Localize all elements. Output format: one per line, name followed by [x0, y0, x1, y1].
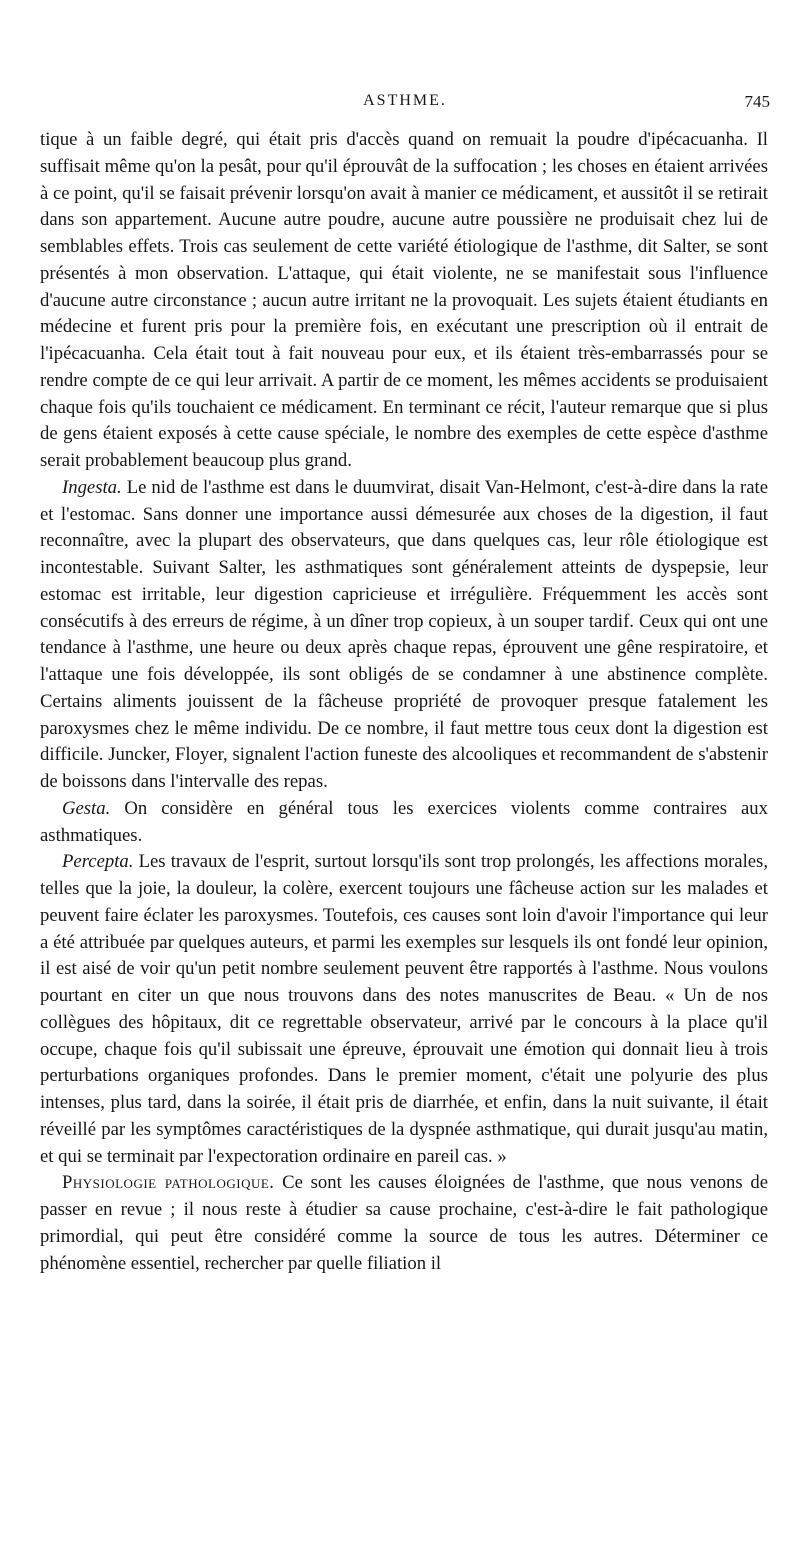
paragraph-physiologie [40, 1170, 768, 1277]
paragraph-text: Les travaux de l'esprit, surtout lorsqu'ils sont trop prolongés, les affections morales, telles que la joie, la douleur, la colère, exercent toujours une fâcheuse action sur les malades et peuvent faire éclater les paroxysmes. Toutefois, ces causes sont loin d'avoir l'importance qui leur a été attribuée par quelques auteurs, et parmi les exemples sur lesquels ils ont fondé leur opinion, il est aisé de voir qu'un petit nombre seulement peuvent être rapportés à l'asthme. Nous voulons pourtant en citer un que nous trouvons dans des notes manuscrites de Beau. « Un de nos collègues des hôpitaux, dit ce regrettable observateur, arrivé par le concours à la place qu'il occupe, chaque fois qu'il subissait une épreuve, éprouvait une émotion qui donnait lieu à trois perturbations organiques profondes. Dans le premier moment, c'était une polyurie des plus intenses, plus tard, dans la soirée, il était pris de diarrhée, et enfin, dans la nuit suivante, il était réveillé par les symptômes caractéristiques de la dyspnée asthmatique, qui durait jusqu'au matin, et qui se terminait par l'expectoration ordinaire en pareil cas. » [40, 851, 768, 1167]
section-heading-physiologie: Physiologie pathologique. [62, 1172, 275, 1194]
rubric-ingesta: Ingesta. [62, 476, 122, 498]
paragraph-gesta [40, 796, 768, 850]
running-head [40, 92, 770, 118]
paragraph-text: Ce sont les causes éloignées de l'asthme, que nous venons de passer en revue ; il nous reste à étudier sa cause prochaine, c'est-à-dire le fait pathologique primordial, qui peut être considéré comme la source de tous les autres. Déterminer ce phénomène essentiel, rechercher par quelle filiation il [40, 1172, 768, 1274]
paragraph-text: tique à un faible degré, qui était pris d'accès quand on remuait la poudre d'ipécacuanha. Il suffisait même qu'on la pesât, pour qu'il éprouvât de la suffocation ; les choses en étaient arrivées à ce point, qu'il se faisait prévenir lorsqu'on avait à manier ce médicament, et aussitôt il se retirait dans son appartement. Aucune autre poudre, aucune autre poussière ne produisait chez lui de semblables effets. Trois cas seulement de cette variété étiologique de l'asthme, dit Salter, se sont présentés à mon observation. L'attaque, qui était violente, ne se manifestait sous l'influence d'aucune autre circonstance ; aucun autre irritant ne la provoquait. Les sujets étaient étudiants en médecine et furent pris pour la première fois, en exécutant une prescription où il entrait de l'ipécacuanha. Cela était tout à fait nouveau pour eux, et ils étaient très-embarrassés pour se rendre compte de ce qui leur arrivait. A partir de ce moment, les mêmes accidents se produisaient chaque fois qu'ils touchaient ce médicament. En terminant ce récit, l'auteur remarque que si plus de gens étaient exposés à cette cause spéciale, le nombre des exemples de cette espèce d'asthme serait probablement beaucoup plus grand. [40, 129, 768, 471]
paragraph-ingesta [40, 475, 768, 796]
paragraph-text: On considère en général tous les exercices violents comme contraires aux asthmatiques. [40, 797, 768, 846]
text-body [40, 127, 768, 1277]
paragraph-text: Le nid de l'asthme est dans le duumvirat, disait Van-Helmont, c'est-à-dire dans la rate et l'estomac. Sans donner une importance aussi démesurée aux choses de la digestion, il faut reconnaître, avec la plupart des observateurs, que dans quelques cas, leur rôle étiologique est incontestable. Suivant Salter, les asthmatiques sont généralement atteints de dyspepsie, leur estomac est irritable, leur digestion capricieuse et irrégulière. Fréquemment les accès sont consécutifs à des erreurs de régime, à un dîner trop copieux, à un souper tardif. Ceux qui ont une tendance à l'asthme, une heure ou deux après chaque repas, éprouvent une gêne respiratoire, et l'attaque une fois développée, ils sont obligés de se condamner à une abstinence complète. Certains aliments jouissent de la fâcheuse propriété de provoquer presque fatalement les paroxysmes chez le même individu. De ce nombre, il faut mettre tous ceux dont la digestion est difficile. Juncker, Floyer, signalent l'action funeste des alcooliques et recommandent de s'abstenir de boissons dans l'intervalle des repas. [40, 476, 768, 792]
paragraph-continuation [40, 127, 768, 475]
rubric-percepta: Percepta. [62, 851, 134, 873]
page-number: 745 [744, 92, 770, 111]
paragraph-percepta [40, 849, 768, 1170]
running-title: ASTHME. [363, 92, 447, 109]
rubric-gesta: Gesta. [62, 797, 111, 819]
